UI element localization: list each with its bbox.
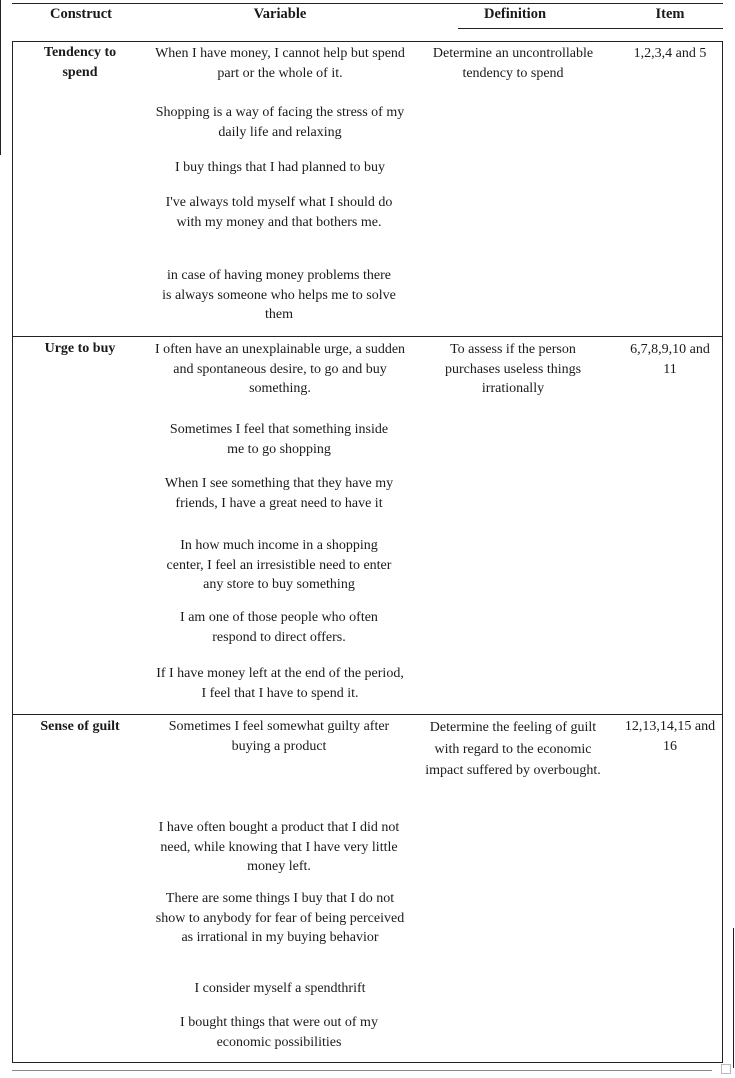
row-3-variable-5: I bought things that were out of my economic possibilities xyxy=(180,1015,378,1050)
row-3-variable-1: Sometimes I feel somewhat guilty after buying a product xyxy=(168,719,390,754)
row-1-items: 1,2,3,4 and 5 xyxy=(633,46,707,61)
row-2-variable-6: If I have money left at the end of the period, I feel that I have to spend it. xyxy=(156,666,404,701)
right-page-edge-mark xyxy=(733,928,734,1068)
row-3-definition: Determine the feeling of guilt with regard to the economic impact suffered by overbought. xyxy=(425,720,601,778)
row-2-items: 6,7,8,9,10 and 11 xyxy=(630,342,710,377)
header-definition: Definition xyxy=(483,6,547,22)
row-3-variable-4: I consider myself a spendthrift xyxy=(194,981,366,996)
row-2-variable-1: I often have an unexplainable urge, a sudden and spontaneous desire, to go and buy something. xyxy=(154,342,406,396)
row-3-variable-3: There are some things I buy that I do not show to anybody for fear of being perceived as irrational in my buying behavior xyxy=(155,891,405,945)
header-construct: Construct xyxy=(49,6,113,22)
row-3-items: 12,13,14,15 and 16 xyxy=(624,719,716,754)
row-2-variable-2: Sometimes I feel that something inside me to go shopping xyxy=(169,422,389,457)
row-divider-1 xyxy=(12,336,723,337)
table-right-border xyxy=(722,41,723,1063)
row-2-variable-4: In how much income in a shopping center, I feel an irresistible need to enter any store to buy something xyxy=(166,538,392,592)
row-1-variable-4: I've always told myself what I should do with my money and that bothers me. xyxy=(165,195,393,230)
header-underline-fragment xyxy=(458,28,723,29)
row-1-variable-3: I buy things that I had planned to buy xyxy=(175,160,385,175)
row-1-construct: Tendency to spend xyxy=(43,45,117,80)
row-2-variable-3: When I see something that they have my friends, I have a great need to have it xyxy=(164,476,394,511)
row-3-variable-2: I have often bought a product that I did not need, while knowing that I have very little money left. xyxy=(158,820,400,874)
table-left-border xyxy=(12,41,13,1063)
row-2-definition: To assess if the person purchases useless things irrationally xyxy=(444,342,582,396)
row-2-construct: Urge to buy xyxy=(44,341,116,356)
table-bottom-border xyxy=(12,1062,723,1063)
table-top-border xyxy=(12,41,723,42)
row-1-variable-2: Shopping is a way of facing the stress of my daily life and relaxing xyxy=(155,105,405,140)
row-2-variable-5: I am one of those people who often respond to direct offers. xyxy=(180,610,378,645)
header-variable: Variable xyxy=(253,6,307,22)
page-corner-mark xyxy=(721,1064,731,1074)
row-1-variable-5: in case of having money problems there is always someone who helps me to solve them xyxy=(162,268,396,322)
row-3-construct: Sense of guilt xyxy=(40,719,120,734)
row-1-variable-1: When I have money, I cannot help but spend part or the whole of it. xyxy=(155,46,405,81)
top-rule xyxy=(12,3,723,4)
row-1-definition: Determine an uncontrollable tendency to spend xyxy=(432,46,594,81)
row-divider-2 xyxy=(12,714,723,715)
header-item: Item xyxy=(655,6,685,22)
footer-rule xyxy=(12,1070,712,1071)
left-page-edge xyxy=(0,0,1,155)
